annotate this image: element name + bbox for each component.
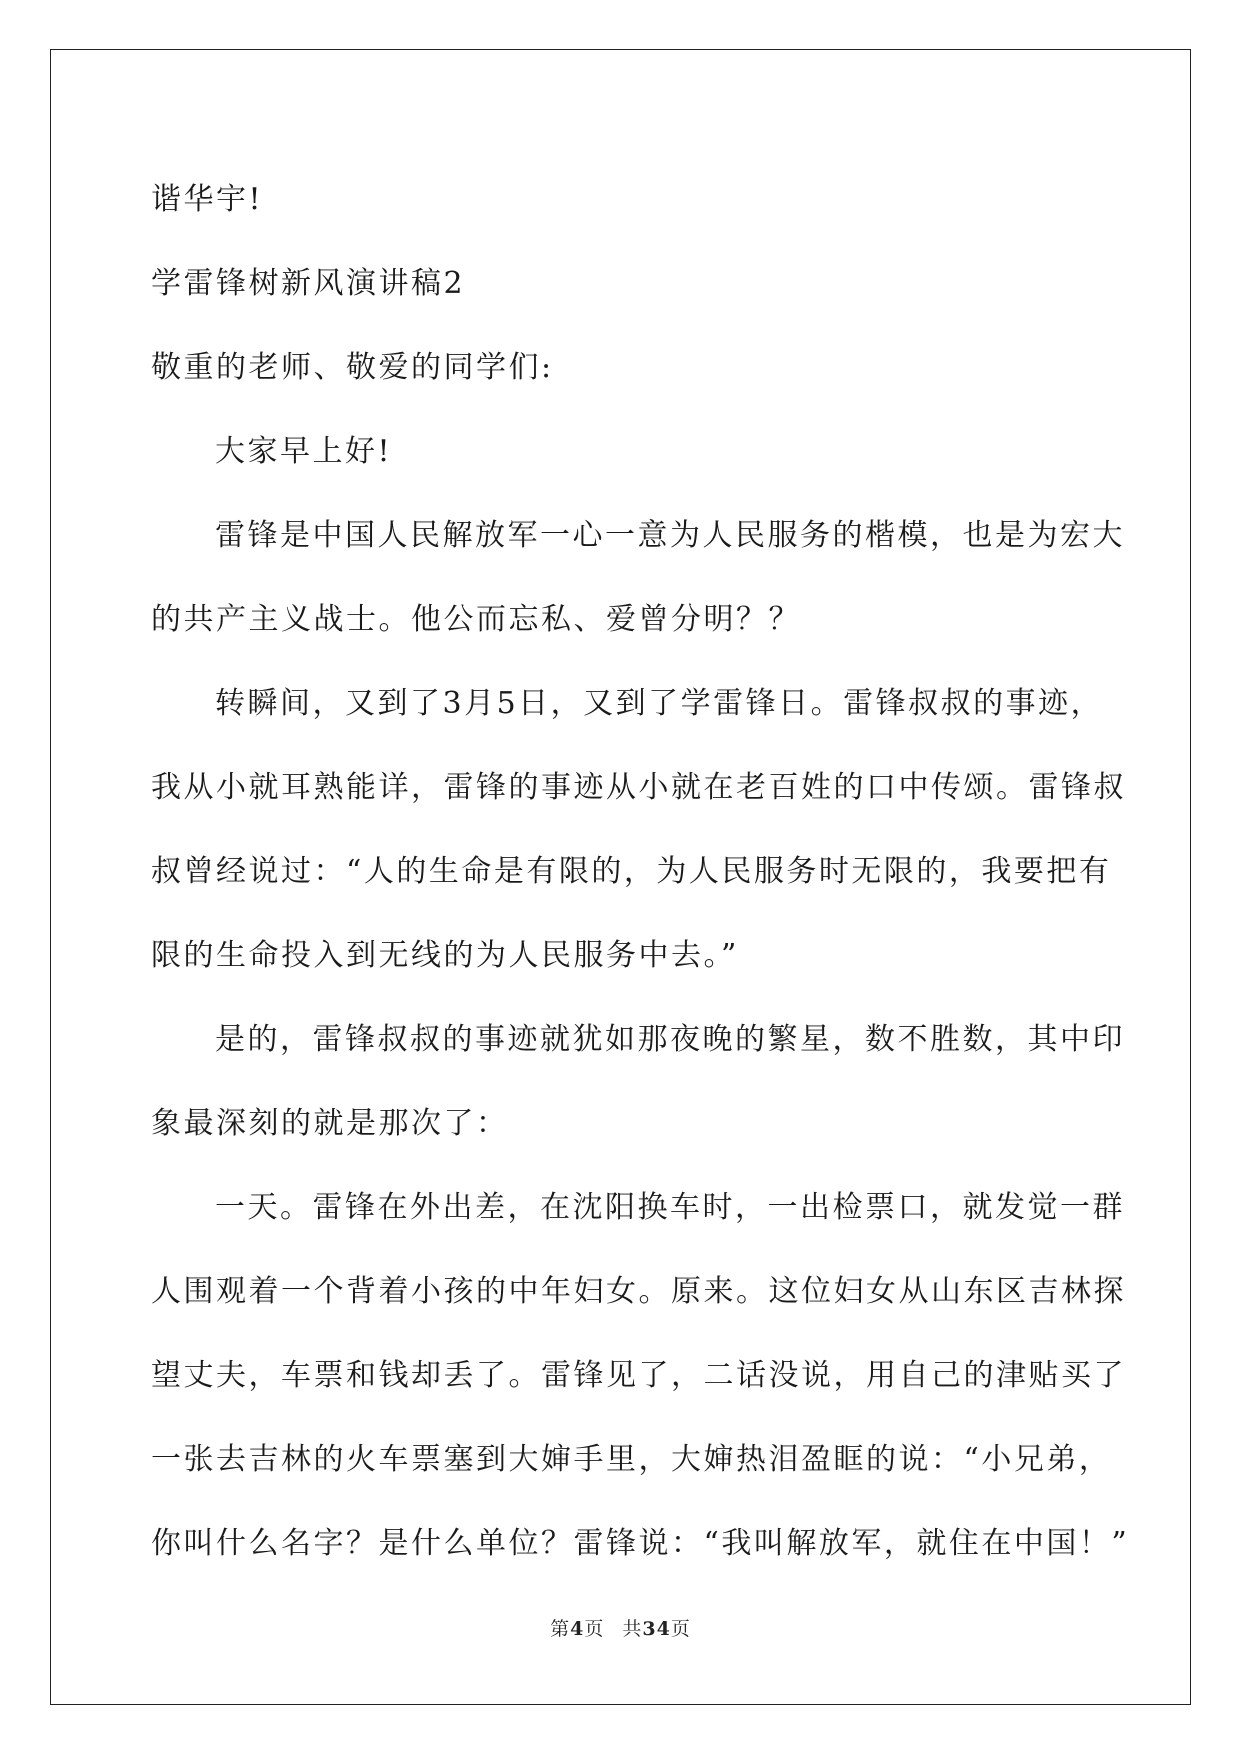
page-number: 第4页 bbox=[550, 1618, 605, 1640]
section-title: 学雷锋树新风演讲稿2 bbox=[151, 266, 466, 301]
page-footer bbox=[0, 1614, 1241, 1641]
text-line: 一天。雷锋在外出差，在沈阳换车时，一出检票口，就发觉一群 bbox=[215, 1190, 1125, 1225]
text-line: 人围观着一个背着小孩的中年妇女。原来。这位妇女从山东区吉林探 bbox=[151, 1274, 1126, 1309]
text-line: 转瞬间，又到了3月5日，又到了学雷锋日。雷锋叔叔的事迹， bbox=[215, 686, 1104, 721]
salutation: 敬重的老师、敬爱的同学们: bbox=[151, 350, 554, 385]
text-line: 望丈夫，车票和钱却丢了。雷锋见了，二话没说，用自己的津贴买了 bbox=[151, 1358, 1126, 1393]
text-line: 叔曾经说过：“人的生命是有限的，为人民服务时无限的，我要把有 bbox=[151, 854, 1112, 889]
text-line: 你叫什么名字？是什么单位？雷锋说：“我叫解放军，就住在中国！” bbox=[151, 1526, 1130, 1561]
text-line: 一张去吉林的火车票塞到大婶手里，大婶热泪盈眶的说：“小兄弟， bbox=[151, 1442, 1112, 1477]
text-line: 的共产主义战士。他公而忘私、爱曾分明？？ bbox=[151, 602, 801, 637]
document-body bbox=[151, 158, 1130, 1586]
page-total: 共34页 bbox=[622, 1618, 691, 1640]
text-line: 是的，雷锋叔叔的事迹就犹如那夜晚的繁星，数不胜数，其中印 bbox=[215, 1022, 1125, 1057]
text-line: 象最深刻的就是那次了： bbox=[151, 1106, 509, 1141]
text-line: 谐华宇! bbox=[151, 182, 264, 217]
text-line: 我从小就耳熟能详，雷锋的事迹从小就在老百姓的口中传颂。雷锋叔 bbox=[151, 770, 1126, 805]
text-line: 限的生命投入到无线的为人民服务中去。” bbox=[151, 938, 739, 973]
text-line: 雷锋是中国人民解放军一心一意为人民服务的楷模，也是为宏大 bbox=[215, 518, 1125, 553]
greeting: 大家早上好! bbox=[215, 434, 393, 469]
